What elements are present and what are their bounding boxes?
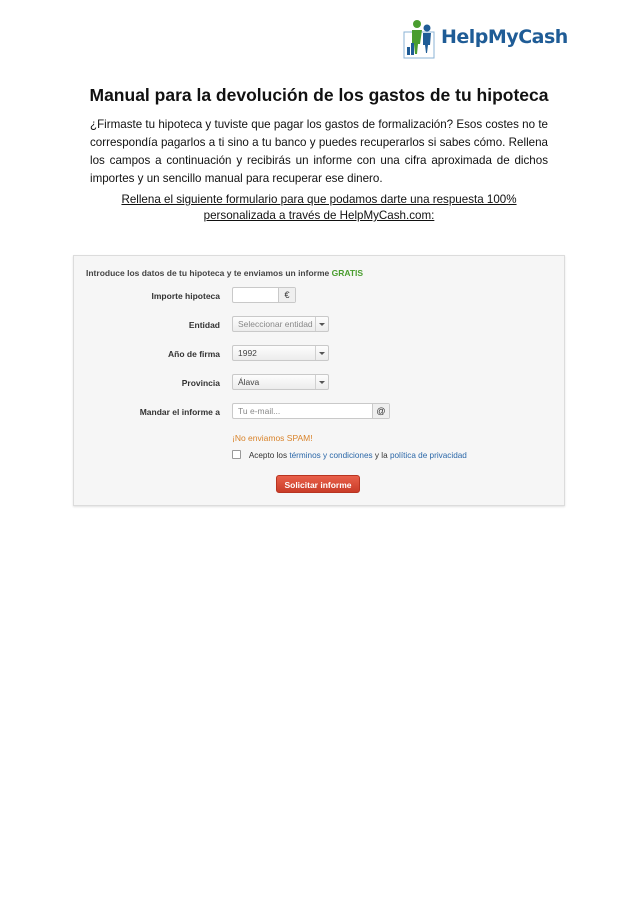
provincia-label: Provincia xyxy=(181,378,220,388)
provincia-select[interactable] xyxy=(232,374,329,390)
document-title: Manual para la devolución de los gastos de tu hipoteca xyxy=(89,85,549,105)
email-placeholder: Tu e-mail... xyxy=(238,406,281,416)
euro-addon: € xyxy=(278,288,295,302)
accept-terms-row xyxy=(232,450,467,460)
terms-link[interactable]: términos y condiciones xyxy=(289,451,373,460)
entidad-select[interactable] xyxy=(232,316,329,332)
entidad-value: Seleccionar entidad xyxy=(238,319,313,329)
entidad-label: Entidad xyxy=(188,320,220,330)
chevron-down-icon xyxy=(315,317,328,331)
submit-button[interactable]: Solicitar informe xyxy=(276,475,360,493)
importe-label: Importe hipoteca xyxy=(151,291,220,301)
email-input[interactable] xyxy=(232,403,390,419)
accept-checkbox[interactable] xyxy=(232,450,241,459)
accept-middle: y la xyxy=(374,451,388,460)
form-header-free: GRATIS xyxy=(331,268,364,278)
privacy-link[interactable]: política de privacidad xyxy=(389,451,467,460)
intro-paragraph: ¿Firmaste tu hipoteca y tuviste que pagar los gastos de formalización? Esos costes no te correspondía pagarlos a ti sino a tu banco y puedes recuperarlos si sabes cómo. Rellena los campos a continuación y recibirás un informe con una cifra aproximada de dichos importes y un sencillo manual para recuperar ese dinero. xyxy=(90,118,548,185)
spam-note: ¡No enviamos SPAM! xyxy=(232,433,313,443)
ano-firma-select[interactable] xyxy=(232,345,329,361)
ano-firma-value: 1992 xyxy=(238,348,257,358)
chevron-down-icon xyxy=(315,375,328,389)
accept-prefix: Acepto los xyxy=(248,451,288,460)
cta-paragraph: Rellena el siguiente formulario para que podamos darte una respuesta 100% personalizada a través de HelpMyCash.com: xyxy=(121,193,517,222)
mortgage-form xyxy=(73,255,565,506)
helpmycash-logo xyxy=(403,14,568,62)
logo-people-icon xyxy=(403,14,439,60)
chevron-down-icon xyxy=(315,346,328,360)
form-header xyxy=(86,268,363,278)
at-sign-icon: @ xyxy=(372,404,389,418)
email-label: Mandar el informe a xyxy=(139,407,220,417)
importe-input[interactable] xyxy=(232,287,296,303)
logo-wordmark: HelpMyCash xyxy=(441,26,568,48)
form-header-text: Introduce los datos de tu hipoteca y te enviamos un informe xyxy=(86,268,330,278)
provincia-value: Álava xyxy=(238,377,260,387)
ano-firma-label: Año de firma xyxy=(168,349,220,359)
